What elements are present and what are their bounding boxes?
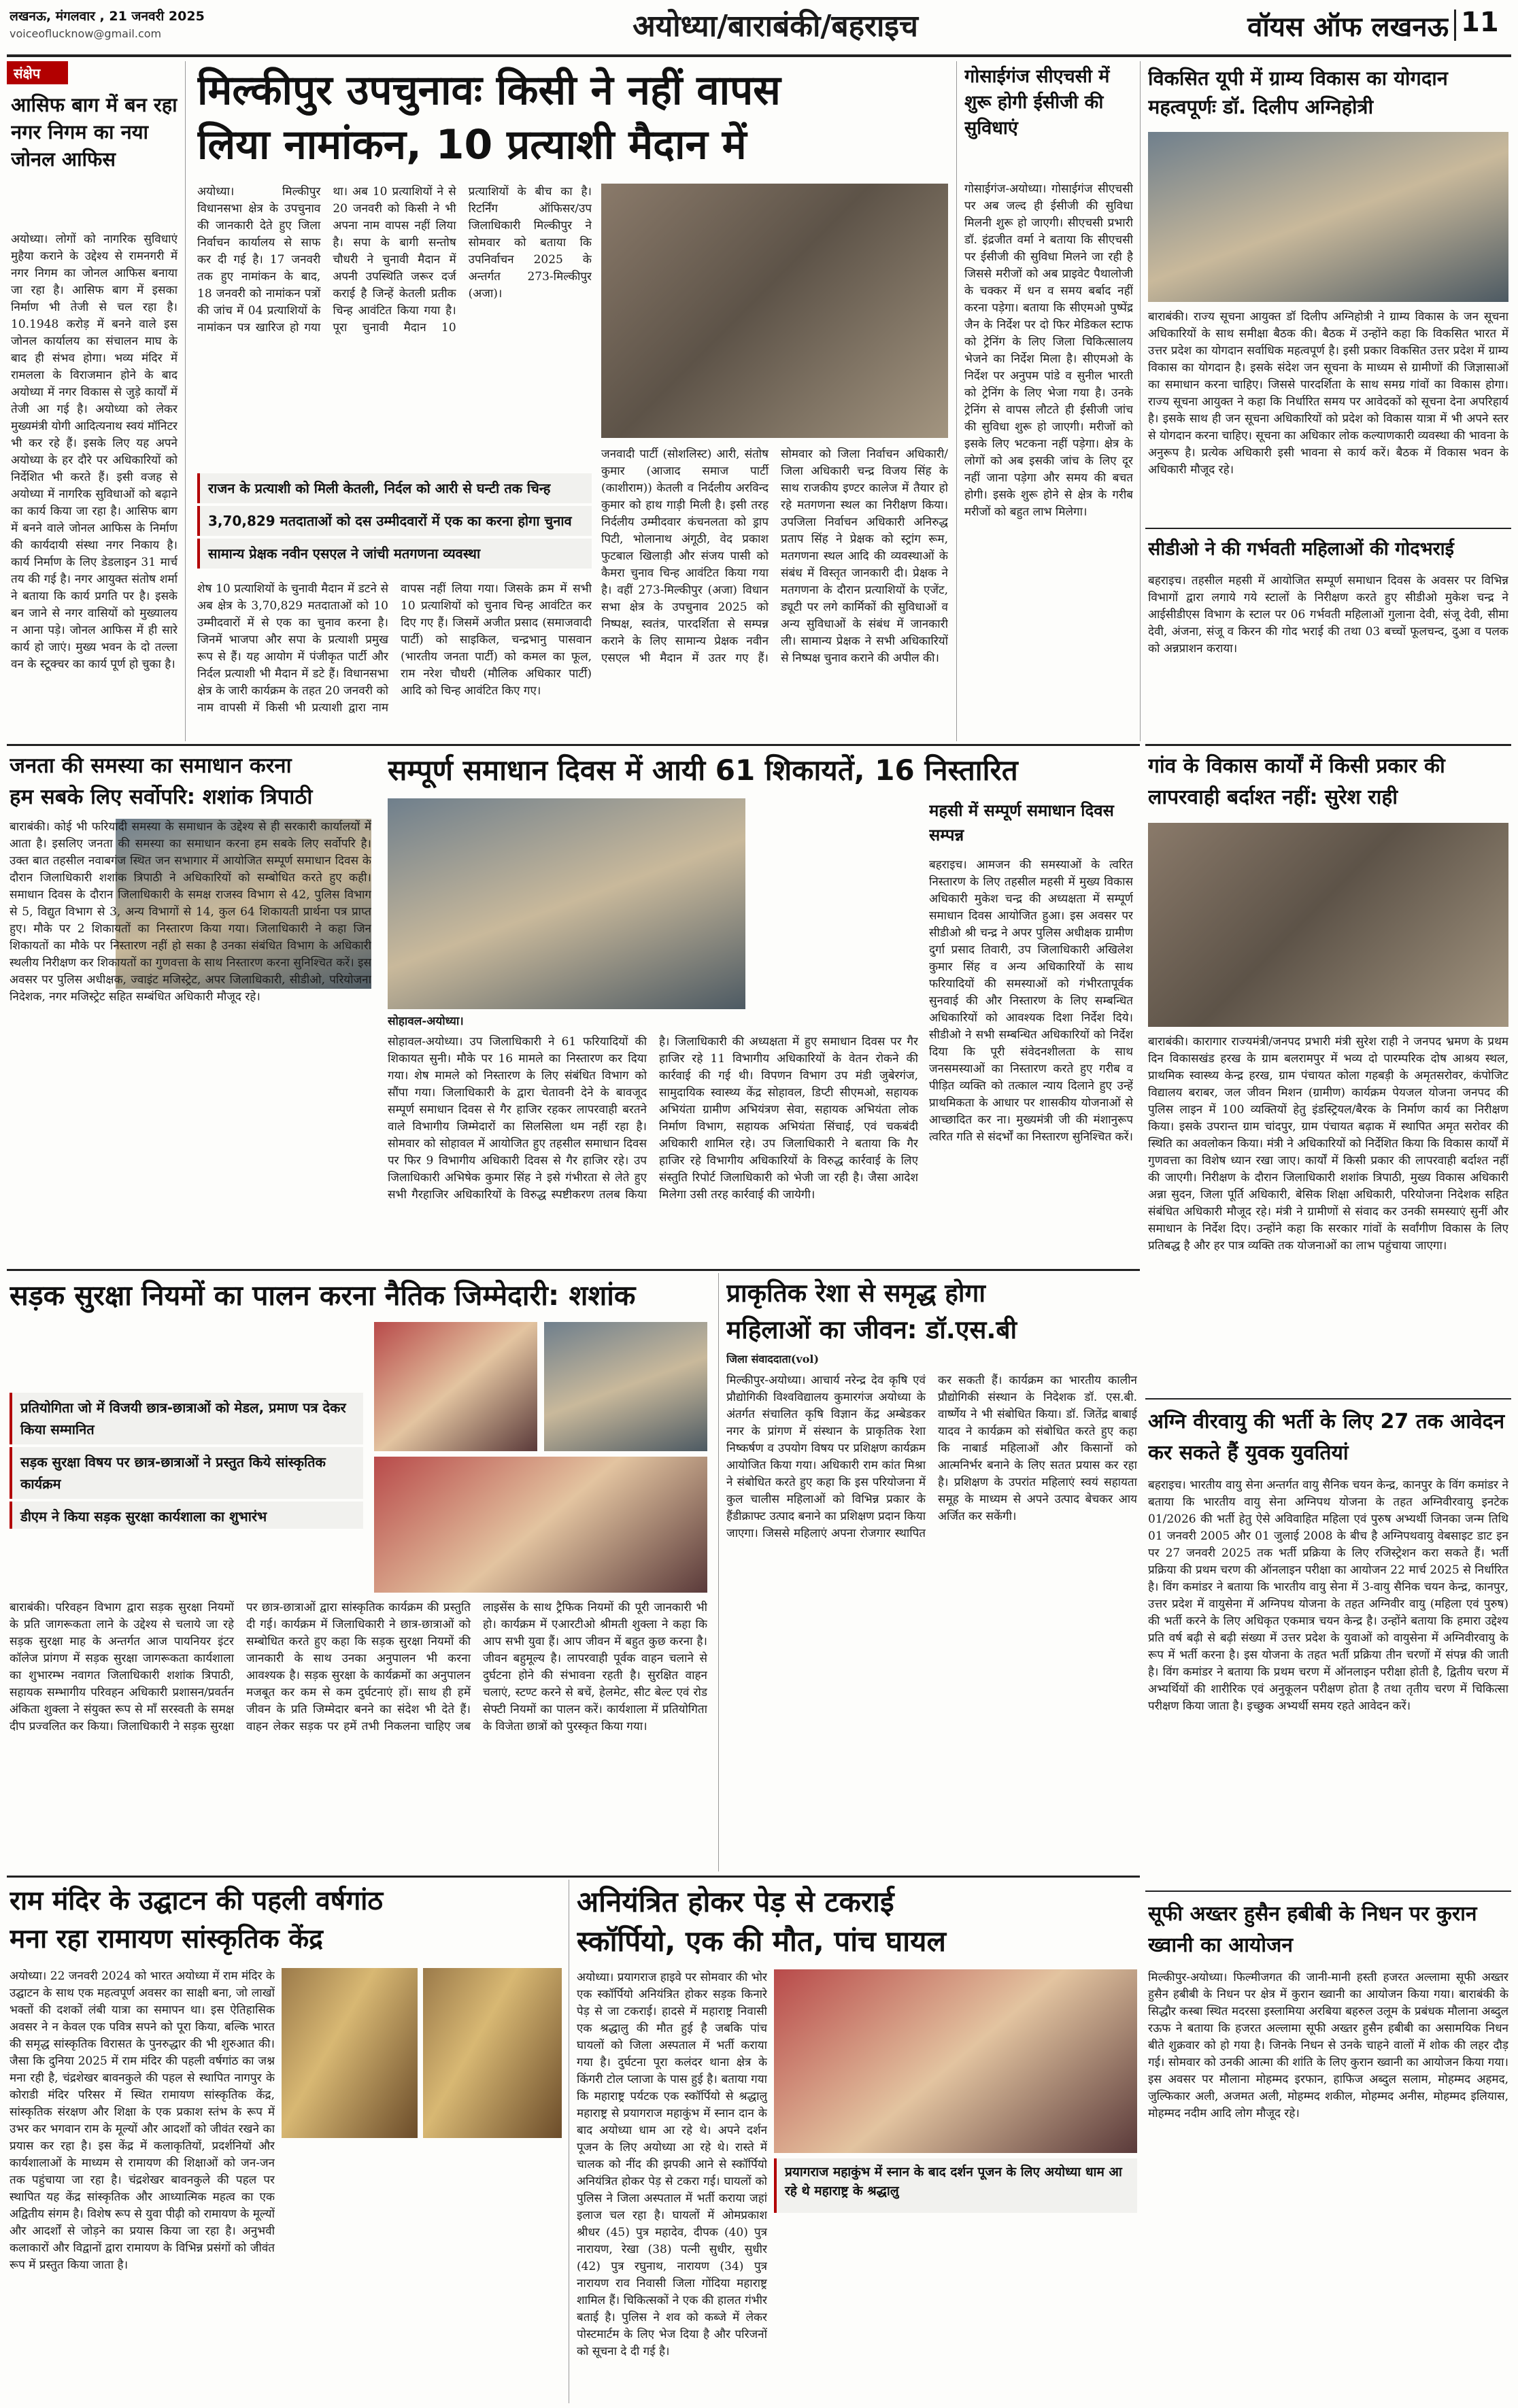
sadak-headline: सड़क सुरक्षा नियमों का पालन करना नैतिक जिम्मेदारी: शशांक xyxy=(10,1279,636,1312)
cdo-headline: सीडीओ ने की गर्भवती महिलाओं की गोदभराई xyxy=(1148,539,1454,560)
vikasit-body: बाराबंकी। राज्य सूचना आयुक्त डॉ दिलीप अग्निहोत्री ने ग्राम्य विकास के जन सूचना अधिकारियों के साथ समीक्षा बैठक की। बैठक में उन्होंने कहा कि विकसित भारत में उत्तर प्रदेश का योगदान सर्वाधिक महत्वपूर्ण है। इसी प्रकार विकसित उत्तर प्रदेश में ग्राम्य विकास का योगदान है। इसके संदेश जन सूचना के माध्यम से ग्रामीणों की जिज्ञासाओं का समाधान करना चाहिए। जिससे पारदर्शिता के साथ समग्र गांवों का विकास होगा। राज्य सूचना आयुक्त ने कहा कि निर्धारित समय पर आवेदकों को सूचना देना अपरिहार्य है। इसके साथ ही जन सूचना अधिकारियों को प्रदेश को विकास यात्रा में भी अपने स्तर से योगदान करना चाहिए। सूचना का अधिकार लोक कल्याणकारी व्यवस्था की भावना के अनुरूप है। प्रत्येक अधिकारी इसी भावना से कार्य करें। बैठक में विकास भवन के अधिकारी मौजूद रहे। xyxy=(1148,310,1508,477)
sufi-story xyxy=(1145,1896,1511,2403)
sampurna-photo-caption: सोहावल-अयोध्या। xyxy=(388,1015,464,1028)
gosaiganj-headline: गोसाईगंज सीएचसी में शुरू होगी ईसीजी की सुविधाएं xyxy=(964,66,1110,139)
sadak-bullet: प्रतियोगिता जो में विजयी छात्र-छात्राओं को मेडल, प्रमाण पत्र देकर किया सम्मानित xyxy=(10,1393,363,1444)
sadak-photo-1 xyxy=(374,1322,537,1451)
accident-headline-1: अनियंत्रित होकर पेड़ से टकराई xyxy=(577,1885,894,1918)
accident-body: अयोध्या। प्रयागराज हाइवे पर सोमवार की भोर एक स्कॉर्पियो अनियंत्रित होकर सड़क किनारे पेड़ से जा टकराई। हादसे में महाराष्ट्र निवासी एक श्रद्धालु की मौत हुई है जबकि पांच घायलों को जिला अस्पताल में भर्ती कराया गया है। दुर्घटना पूरा कलंदर थाना क्षेत्र के किंगरी टोल प्लाजा के पास हुई है। बताया गया कि महाराष्ट्र पर्यटक एक स्कॉर्पियो से श्रद्धालु महाराष्ट्र से प्रयागराज महाकुंभ में स्नान दान के बाद अयोध्या धाम आ रहे थे। अपने दर्शन पूजन के लिए अयोध्या आ रहे थे। रास्ते में चालक को नींद की झपकी आने से स्कॉर्पियो अनियंत्रित होकर पेड़ से टकरा गई। घायलों को पुलिस ने जिला अस्पताल में भर्ती कराया जहां इलाज चल रहा है। घायलों में ओमप्रकाश श्रीधर (45) पुत्र महादेव, दीपक (40) पुत्र नारायण, रेखा (38) पत्नी सुधीर, सुधीर (42) पुत्र रघुनाथ, नारायण (34) पुत्र नारायण राव निवासी जिला गोंदिया महाराष्ट्र शामिल हैं। चिकित्सकों ने एक की हालत गंभीर बताई है। पुलिस ने शव को कब्जे में लेकर पोस्टमार्टम के लिए भेज दिया है और परिजनों को सूचना दे दी गई है। xyxy=(577,1971,767,2358)
sampurna-story xyxy=(381,748,1140,1265)
ram-mandir-story xyxy=(7,1880,564,2403)
sadak-photo-2 xyxy=(544,1322,707,1451)
ram-mandir-headline-2: मना रहा रामायण सांस्कृतिक केंद्र xyxy=(10,1924,323,1954)
sampurna-photo xyxy=(388,798,745,1009)
janta-headline-1: जनता की समस्या का समाधान करना xyxy=(10,753,292,778)
sankshep-body: अयोध्या। लोगों को नागरिक सुविधाएं मुहैया कराने के उद्देश्य से रामनगरी में नगर निगम का जोनल आफिस बनाया जा रहा है। आसिफ बाग में इसका निर्माण भी तेजी से चल रहा है। 10.1948 करोड़ में बनने वाले इस जोनल कार्यालय का संचालन माघ के बाद ही संभव होगा। भव्य मंदिर में रामलला के विराजमान होने के बाद अयोध्या में नगर विकास से जुड़े कार्यों में तेजी आ गई है। अयोध्या को लेकर मुख्यमंत्री योगी आदित्यनाथ स्वयं मॉनिटर भी कर रहे हैं। इसके लिए यह अपने अयोध्या के हर दौरे पर अधिकारियों को निर्देशित भी करते हैं। इसी वजह से अयोध्या में नागरिक सुविधाओं को बढ़ाने का कार्य किया जा रहा है। आसिफ बाग में बनने वाले जोनल आफिस के निर्माण की कार्यदायी संस्था नगर निकाय है। कार्य निर्माण के लिए डेडलाइन 31 मार्च तय की गई है। नगर आयुक्त संतोष शर्मा ने बताया कि कार्य प्रगति पर है। इसके बन जाने से नगर वासियों को मुख्यालय न आना पड़े। जोनल आफिस में ही सारे कार्य हो जाएं। मुख्य भवन के दो तल्ला वन के स्टूक्चर का कार्य पूर्ण हो चुका है। xyxy=(11,233,178,671)
sankshep-label: संक्षेप xyxy=(7,61,68,84)
milkipur-story xyxy=(190,61,952,741)
mahsi-headline: महसी में सम्पूर्ण समाधान दिवस सम्पन्न xyxy=(929,801,1114,845)
mahsi-body: बहराइच। आमजन की समस्याओं के त्वरित निस्तारण के लिए तहसील महसी में मुख्य विकास अधिकारी मुकेश चन्द्र की अध्यक्षता में सम्पूर्ण समाधान दिवस आयोजित हुआ। इस अवसर पर सीडीओ श्री चन्द्र ने अपर पुलिस अधीक्षक ग्रामीण दुर्गा प्रसाद तिवारी, उप जिलाधिकारी अखिलेश कुमार सिंह व अन्य अधिकारियों के साथ फरियादियों की समस्याओं को गंभीरतापूर्वक सुनवाई की और निस्तारण के लिए सम्बन्धित अधिकारियों को आवश्यक दिशा निर्देश दिये। सीडीओ ने सभी सम्बन्धित अधिकारियों को निर्देश दिया कि पूरी संवेदनशीलता के साथ जनसमस्याओं का निस्तारण करते हुए गरीब व पीड़ित व्यक्ति को तत्काल न्याय दिलाने हुए उन्हें प्राथमिकता के आधार पर शासकीय योजनाओं से आच्छादित कर ना। मुख्यमंत्री जी की मंशानुरूप त्वरित गति से संदर्भों का निस्तारण सुनिश्चित करें। xyxy=(929,858,1133,1144)
janta-headline-2: हम सबके लिए सर्वोपरि: शशांक त्रिपाठी xyxy=(10,785,313,809)
col-divider xyxy=(1140,61,1141,741)
ram-mandir-photo-2 xyxy=(423,1968,562,2138)
sankshep-headline: आसिफ बाग में बन रहा नगर निगम का नया जोनल आफिस xyxy=(11,93,178,171)
reshe-story xyxy=(724,1273,1140,1871)
section-title: अयोध्या/बाराबंकी/बहराइच xyxy=(632,9,918,44)
milkipur-bullets xyxy=(197,473,592,574)
page-divider xyxy=(1454,10,1456,41)
sadak-photo-3 xyxy=(374,1457,707,1593)
reshe-body: मिल्कीपुर-अयोध्या। आचार्य नरेन्द्र देव कृषि एवं प्रौद्योगिकी विश्वविद्यालय कुमारगंज अयोध्या के अंतर्गत संचालित कृषि विज्ञान केंद्र अम्बेडकर नगर के प्रांगण में संस्थान के प्राकृतिक रेशा निष्कर्षण व उपयोग विषय पर प्रशिक्षण कार्यक्रम आयोजित किया गया। अधिकारी राम कांत मिश्रा ने संबोधित करते हुए कहा कि इस परियोजना में कुल चालीस महिलाओं को विभिन्न प्रकार के हैंडीक्राफ्ट उत्पाद बनाने का प्रशिक्षण प्रदान किया जाएगा। जिससे महिलाएं अपना रोजगार स्थापित कर सकती हैं। कार्यक्रम का भारतीय कालीन प्रौद्योगिकी संस्थान के निदेशक डॉ. एस.बी. वार्ष्णेय ने भी संबोधित किया। डॉ. जितेंद्र बाबाई यादव ने कार्यक्रम को संबोधित करते हुए कहा कि नाबार्ड महिलाओं और किसानों को आत्मनिर्भर बनाने के लिए सतत प्रयास कर रहा है। प्रशिक्षण के उपरांत महिलाएं स्वयं सहायता समूह के माध्यम से अपने उत्पाद बेचकर आय अर्जित कर सकेंगी। xyxy=(726,1374,1137,1540)
agniveer-headline: अग्नि वीरवायु की भर्ती के लिए 27 तक आवेदन कर सकते हैं युवक युवतियां xyxy=(1148,1410,1505,1465)
cdo-story xyxy=(1145,533,1511,737)
milkipur-bullet: राजन के प्रत्याशी को मिली केतली, निर्दल को आरी से घन्टी तक चिन्ह xyxy=(197,473,592,503)
sankshep-column xyxy=(7,61,180,741)
milkipur-body-top: अयोध्या। मिल्कीपुर विधानसभा क्षेत्र के उपचुनाव की जानकारी देते हुए जिला निर्वाचन कार्यालय से साफ कर दी गई है। 17 जनवरी तक हुए नामांकन के बाद, 18 जनवरी को नामांकन पत्रों की जांच में 04 प्रत्याशियों के नामांकन पत्र खारिज हो गया था। अब 10 प्रत्याशियों ने से 20 जनवरी को किसी ने भी अपना नाम वापस नहीं लिया है। सपा के बागी सन्तोष चौधरी ने चुनावी मैदान में अपनी उपस्थिति जरूर दर्ज कराई है जिन्हें केतली प्रतीक चिन्ह आवंटित किया गया है। पूरा चुनावी मैदान 10 प्रत्याशियों के बीच का है। रिटर्निंग ऑफिसर/उप जिलाधिकारी मिल्कीपुर ने सोमवार को बताया कि उपनिर्वाचन 2025 के अन्तर्गत 273-मिल्कीपुर (अजा)। xyxy=(197,185,592,335)
masthead xyxy=(0,0,1518,53)
sadak-story xyxy=(7,1273,714,1871)
milkipur-body-right: जनवादी पार्टी (सोशलिस्ट) आरी, संतोष कुमार (आजाद समाज पार्टी (काशीराम)) केतली व निर्दलीय अरविन्द कुमार को हाथ गाड़ी मिली है। इसी तरह निर्दलीय उम्मीदवार कंचनलता को ड्राप पिटी, भोलानाथ अंगूठी, वेद प्रकाश फुटबाल खिलाड़ी और संजय पासी को कैमरा चुनाव चिन्ह आवंटित किया गया है। वहीं 273-मिल्कीपुर (अजा) विधान सभा क्षेत्र के उपचुनाव 2025 को निष्पक्ष, स्वतंत्र, पारदर्शिता से सम्पन्न कराने के लिए सामान्य प्रेक्षक नवीन एसएल भी मैदान में उतर गए हैं। सोमवार को जिला निर्वाचन अधिकारी/जिला अधिकारी चन्द्र विजय सिंह के साथ राजकीय इण्टर कालेज में तैयार हो रहे मतगणना स्थल का निरीक्षण किया। उपजिला निर्वाचन अधिकारी अनिरुद्ध प्रताप सिंह ने प्रेक्षक को स्ट्रांग रूम, मतगणना स्थल आदि की व्यवस्थाओं के संबंध में विस्तृत जानकारी दी। प्रेक्षक ने मतगणना के दौरान प्रत्याशियों के एजेंट, ड्यूटी पर लगे कार्मिकों की सुविधाओं व अन्य सुविधाओं के संबंध में जानकारी ली। सामान्य प्रेक्षक ने सभी अधिकारियों से निष्पक्ष चुनाव कराने की अपील की। xyxy=(601,447,948,665)
gaon-body: बाराबंकी। कारागार राज्यमंत्री/जनपद प्रभारी मंत्री सुरेश राही ने जनपद भ्रमण के प्रथम दिन विकासखंड हरख के ग्राम बलरामपुर में भव्य दो पारम्परिक दोष आश्रय स्थल, प्राथमिक स्वास्थ्य केन्द्र हरख, ग्राम पंचायत कोला गहबड़ी के अमृतसरोवर, कंपोजिट विद्यालय बराबर, जल जीवन मिशन (ग्रामीण) कार्यक्रम पेयजल योजना जनपद की पुलिस लाइन में 100 व्यक्तियों हेतु इंडस्ट्रियल/बैरक के निर्माण कार्य का निरीक्षण किया। इसके उपरान्त ग्राम चांदपुर, ग्राम पंचायत बढ़ाक में स्थापित अमृत सरोवर की स्थिति का अवलोकन किया। मंत्री ने अधिकारियों को निर्देशित किया कि विकास कार्यों में गुणवत्ता का विशेष ध्यान रखा जाए। कार्यों में किसी प्रकार की लापरवाही बर्दाश्त नहीं की जाएगी। निरीक्षण के दौरान जिलाधिकारी शशांक त्रिपाठी, मुख्य विकास अधिकारी अन्ना सुदन, जिला पूर्ति अधिकारी, बेसिक शिक्षा अधिकारी, परियोजना निदेशक सहित संबंधित अधिकारी मौजूद रहे। मंत्री ने ग्रामीणों से संवाद कर उनकी समस्याएं सुनीं और समाधान के निर्देश दिए। उन्होंने कहा कि सरकार गांवों के सर्वांगीण विकास के लिए प्रतिबद्ध है और हर पात्र व्यक्ति तक योजनाओं का लाभ पहुंचाया जाएगा। xyxy=(1148,1035,1508,1253)
gosaiganj-story xyxy=(962,61,1136,741)
vikasit-story xyxy=(1145,61,1511,524)
janta-story xyxy=(7,748,374,1265)
section-rule xyxy=(7,1876,1140,1878)
reshe-byline: जिला संवाददाता(vol) xyxy=(726,1353,820,1366)
page-number: 11 xyxy=(1461,7,1499,38)
accident-story xyxy=(574,1880,1140,2403)
col-divider xyxy=(956,61,957,741)
milkipur-headline-1: मिल्कीपुर उपचुनावः किसी ने नहीं वापस xyxy=(197,67,781,114)
sufi-headline: सूफी अख्तर हुसैन हबीबी के निधन पर कुरान ख्वानी का आयोजन xyxy=(1148,1902,1477,1957)
vikasit-headline: विकसित यूपी में ग्राम्य विकास का योगदान महत्वपूर्णः डॉ. दिलीप अग्निहोत्री xyxy=(1148,67,1448,118)
section-rule xyxy=(1145,1398,1511,1400)
col-divider xyxy=(185,61,186,741)
section-rule xyxy=(7,744,1140,746)
gaon-photo xyxy=(1148,823,1508,1027)
section-rule xyxy=(7,1269,1140,1271)
sadak-body: बाराबंकी। परिवहन विभाग द्वारा सड़क सुरक्षा नियमों के प्रति जागरूकता लाने के उद्देश्य से चलाये जा रहे सड़क सुरक्षा माह के अन्तर्गत आज पायनियर इंटर कॉलेज प्रांगण में सड़क सुरक्षा जागरूकता कार्यशाला का शुभारम्भ नवागत जिलाधिकारी शशांक त्रिपाठी, सहायक सम्भागीय परिवहन अधिकारी प्रशासन/प्रवर्तन अंकिता शुक्ला ने संयुक्त रूप से माँ सरस्वती के समक्ष दीप प्रज्वलित कर किया। जिलाधिकारी ने सड़क सुरक्षा पर छात्र-छात्राओं द्वारा सांस्कृतिक कार्यक्रम की प्रस्तुति दी गई। कार्यक्रम में जिलाधिकारी ने छात्र-छात्राओं को सम्बोधित करते हुए कहा कि सड़क सुरक्षा नियमों की जानकारी के साथ उनका अनुपालन भी करना आवश्यक है। सड़क सुरक्षा के कार्यक्रमों का अनुपालन मजबूत कर कम से कम दुर्घटनाएं हों। साथ ही हमें जीवन के प्रति जिम्मेदार बनने का संदेश भी देते हैं। वाहन लेकर सड़क पर हमें तभी निकलना चाहिए जब लाइसेंस के साथ ट्रैफिक नियमों की पूरी जानकारी भी हो। कार्यक्रम में एआरटीओ श्रीमती शुक्ला ने कहा कि आप सभी युवा हैं। आप जीवन में बहुत कुछ करना है। जीवन बहुमूल्य है। लापरवाही पूर्वक वाहन चलाने से दुर्घटना होने की संभावना रहती है। सुरक्षित वाहन चलाएं, स्टण्ट करने से बचें, हेलमेट, सीट बेल्ट एवं रोड सेफ्टी नियमों का पालन करें। कार्यशाला में प्रतियोगिता के विजेता छात्रों को पुरस्कृत किया गया। xyxy=(10,1601,707,1733)
col-divider xyxy=(718,1273,719,1871)
section-rule xyxy=(1145,528,1511,529)
gaon-story xyxy=(1145,748,1511,1394)
sadak-bullets xyxy=(10,1393,363,1529)
milkipur-body-bottom: शेष 10 प्रत्याशियों के चुनावी मैदान में डटने से अब क्षेत्र के 3,70,829 मतदाताओं को 10 उम्मीदवारों में से एक का चुनाव करना है। जिनमें भाजपा और सपा के प्रत्याशी प्रमुख रूप से हैं। यह आयोग में पंजीकृत पार्टी और निर्दल प्रत्याशी भी मैदान में डटे हैं। विधानसभा क्षेत्र के जारी कार्यक्रम के तहत 20 जनवरी को नाम वापसी में किसी भी प्रत्याशी द्वारा नाम वापस नहीं लिया गया। जिसके क्रम में सभी 10 प्रत्याशियों को चुनाव चिन्ह आवंटित कर दिए गए हैं। जिसमें अजीत प्रसाद (समाजवादी पार्टी) को साइकिल, चन्द्रभानु पासवान (भारतीय जनता पार्टी) को कमल का फूल, राम नरेश चौधरी (मौलिक अधिकार पार्टी) आदि को चिन्ह आवंटित किए गए। xyxy=(197,582,592,715)
ram-mandir-body: अयोध्या। 22 जनवरी 2024 को भारत अयोध्या में राम मंदिर के उद्घाटन के साथ एक महत्वपूर्ण अवसर का साक्षी बना, जो लाखों भक्तों की दशकों लंबी यात्रा का समापन था। इस ऐतिहासिक अवसर ने न केवल एक पवित्र सपने को पूरा किया, बल्कि भारत की समृद्ध सांस्कृतिक विरासत के पुनरुद्धार की भी शुरुआत की। जैसा कि दुनिया 2025 में राम मंदिर की पहली वर्षगांठ का जश्न मना रही है, चंद्रशेखर बावनकुले की पहल से स्थापित नागपुर के कोराडी मंदिर परिसर में स्थित रामायण सांस्कृतिक केंद्र, सांस्कृतिक संरक्षण और शिक्षा के एक प्रकाश स्तंभ के रूप में उभर कर भगवान राम के मूल्यों और आदर्शों को जीवंत रखने का प्रयास कर रहा है। इस केंद्र में कलाकृतियों, प्रदर्शनियों और कार्यशालाओं के माध्यम से रामायण की शिक्षाओं को जन-जन तक पहुंचाया जा रहा है। चंद्रशेखर बावनकुले की पहल पर स्थापित यह केंद्र सांस्कृतिक और आध्यात्मिक महत्व का एक अद्वितीय संगम है। विशेष रूप से युवा पीढ़ी को रामायण के मूल्यों और आदर्शों से जोड़ने का प्रयास किया जा रहा है। अनुभवी कलाकारों और विद्वानों द्वारा रामायण के विभिन्न प्रसंगों को जीवंत रूप में प्रस्तुत किया जाता है। xyxy=(10,1969,275,2272)
milkipur-bullet: सामान्य प्रेक्षक नवीन एसएल ने जांची मतगणना व्यवस्था xyxy=(197,539,592,569)
reshe-headline-1: प्राकृतिक रेशा से समृद्ध होगा xyxy=(726,1278,985,1308)
sampurna-headline: सम्पूर्ण समाधान दिवस में आयी 61 शिकायतें, 16 निस्तारित xyxy=(388,753,1018,787)
accident-headline-2: स्कॉर्पियो, एक की मौत, पांच घायल xyxy=(577,1924,946,1958)
agniveer-story xyxy=(1145,1404,1511,1886)
milkipur-bullet: 3,70,829 मतदाताओं को दस उम्मीदवारों में एक का करना होगा चुनाव xyxy=(197,506,592,536)
section-rule xyxy=(1145,1890,1511,1892)
gaon-headline: गांव के विकास कार्यों में किसी प्रकार की लापरवाही बर्दाश्त नहीं: सुरेश राही xyxy=(1148,754,1445,809)
cdo-body: बहराइच। तहसील महसी में आयोजित सम्पूर्ण समाधान दिवस के अवसर पर विभिन्न विभागों द्वारा लगाये गये स्टालों के निरीक्षण करते हुए सीडीओ मुकेश चन्द्र ने आईसीडीएस विभाग के स्टाल पर 06 गर्भवती महिलाओं गुलाना देवी, संजू देवी, सीमा देवी, अंजना, संजू व किरन की गोद भराई की तथा 03 बच्चों फूलचन्द, दुआ व पलक को अन्नप्राशन कराया। xyxy=(1148,574,1508,656)
gosaiganj-body: गोसाईगंज-अयोध्या। गोसाईगंज सीएचसी पर अब जल्द ही ईसीजी की सुविधा मिलनी शुरू हो जाएगी। सीएचसी प्रभारी डॉ. इंद्रजीत वर्मा ने बताया कि सीएचसी पर ईसीजी की सुविधा मिलने जा रही है जिससे मरीजों को अब प्राइवेट पैथालोजी के चक्कर में धन व समय बर्बाद नहीं करना पड़ेगा। बताया कि सीएमओ पुष्पेंद्र जैन के निर्देश पर दो फिर मेडिकल स्टाफ को ट्रेनिंग के लिए जिला चिकित्सालय भेजने का निर्देश मिला है। सीएमओ के निर्देश पर अनुपम पांडे व सुनील भारती को ट्रेनिंग के लिए भेजा गया है। उनके ट्रेनिंग से वापस लौटते ही ईसीजी जांच की सुविधा शुरू हो जाएगी। मरीजों को इसके लिए भटकना नहीं पड़ेगा। क्षेत्र के लोगों को अब इसकी जांच के लिए दूर नहीं जाना पड़ेगा और समय की बचत होगी। इसके शुरू होने से क्षेत्र के गरीब मरीजों को बहुत लाभ मिलेगा। xyxy=(964,182,1133,519)
accident-photo xyxy=(774,1969,1137,2153)
paper-name: वॉयस ऑफ लखनऊ xyxy=(1247,12,1449,43)
vikasit-photo xyxy=(1148,132,1508,302)
ram-mandir-photo-1 xyxy=(282,1968,418,2138)
milkipur-photo xyxy=(601,184,948,438)
janta-body: बाराबंकी। कोई भी फरियादी समस्या के समाधान के उद्देश्य से ही सरकारी कार्यालयों में आता है। इसलिए जनता की समस्या का समाधान करना हम सबके लिए सर्वोपरि है। उक्त बात तहसील नवाबगंज स्थित जन सभागार में आयोजित सम्पूर्ण समाधान दिवस के दौरान जिलाधिकारी शशांक त्रिपाठी ने अधिकारियों को सम्बोधित करते हुए कही। समाधान दिवस के दौरान जिलाधिकारी के समक्ष राजस्व विभाग से 42, पुलिस विभाग से 5, विद्युत विभाग से 3, अन्य विभागों से 14, कुल 64 शिकायती प्रार्थना पत्र प्राप्त हुए। मौके पर 2 शिकायतों का निस्तारण किया गया। जिलाधिकारी ने कहा जिन शिकायतों का मौके पर निस्तारण नहीं हो सका है उनका संबंधित विभाग के अधिकारी स्थलीय निरीक्षण कर शिकायतों का गुणवत्ता के साथ निस्तारण करना सुनिश्चित करें। इस अवसर पर पुलिस अधीक्षक, ज्वाइंट मजिस्ट्रेट, अपर जिलाधिकारी, सीडीओ, परियोजना निदेशक, नगर मजिस्ट्रेट सहित सम्बंधित अधिकारी मौजूद रहे। xyxy=(10,820,371,1004)
reshe-headline-2: महिलाओं का जीवन: डॉ.एस.बी xyxy=(726,1315,1017,1344)
agniveer-body: बहराइच। भारतीय वायु सेना अन्तर्गत वायु सैनिक चयन केन्द्र, कानपुर के विंग कमांडर ने बताया कि भारतीय वायु सेना अग्निपथ योजना के तहत अग्निवीरवायु इनटेक 01/2026 की भर्ती हेतु ऐसे अविवाहित महिला एवं पुरुष अभ्यर्थी जिनका जन्म तिथि 01 जनवरी 2005 और 01 जुलाई 2008 के बीच है अग्निपथवायु वेबसाइट डाट इन पर 27 जनवरी 2025 तक भर्ती प्रक्रिया के लिए रजिस्ट्रेशन करा सकते हैं। भर्ती प्रक्रिया की प्रथम चरण की ऑनलाइन परीक्षा का आयोजन 22 मार्च 2025 से निर्धारित है। विंग कमांडर ने बताया कि भारतीय वायु सेना में 3-वायु सैनिक चयन केन्द्र, कानपुर, उत्तर प्रदेश में वायुसेना में अग्निपथ योजना के तहत अग्निवीर वायु (महिला एवं पुरुष) की भर्ती करने के लिए अधिकृत एकमात्र चयन केन्द्र है। उन्होंने बताया कि हमारा उद्देश्य प्रति वर्ष बढ़ी से बढ़ी संख्या में उत्तर प्रदेश के युवाओं को वायुसेना में अग्निवीरवायु के रूप में भर्ती करना है। इस योजना के तहत भर्ती प्रक्रिया तीन चरणों में संपन्न की जाती है। विंग कमांडर ने बताया कि प्रथम चरण में ऑनलाइन परीक्षा होती है, द्वितीय चरण में अभ्यर्थियों की शारीरिक एवं अनुकूलन परीक्षण होता है तथा तृतीय चरण में चिकित्सा परीक्षण किया जाता है। इच्छुक अभ्यर्थी समय रहते आवेदन करें। xyxy=(1148,1478,1508,1713)
sadak-bullet: सड़क सुरक्षा विषय पर छात्र-छात्राओं ने प्रस्तुत किये सांस्कृतिक कार्यक्रम xyxy=(10,1447,363,1499)
masthead-email: voiceoflucknow@gmail.com xyxy=(10,27,162,40)
accident-highlight: प्रयागराज महाकुंभ में स्नान के बाद दर्शन पूजन के लिए अयोध्या धाम आ रहे थे महाराष्ट्र के श्रद्धालु xyxy=(774,2158,1137,2213)
sadak-bullet: डीएम ने किया सड़क सुरक्षा कार्यशाला का शुभारंभ xyxy=(10,1502,363,1529)
sampurna-body: सोहावल-अयोध्या। उप जिलाधिकारी ने 61 फरियादियों की शिकायत सुनी। मौके पर 16 मामले का निस्तारण कर दिया गया। शेष मामले को निस्तारण के लिए संबंधित विभाग को सौंपा गया। जिलाधिकारी के द्वारा चेतावनी देने के बावजूद सम्पूर्ण समाधान दिवस से गैर हाजिर रहकर लापरवाही बरतने वाले विभागीय जिम्मेदारों का सिलसिला थम नहीं रहा है। सोमवार को सोहावल में आयोजित हुए तहसील समाधान दिवस पर फिर 9 विभागीय अधिकारी दिवस से गैर हाजिर रहे। उप जिलाधिकारी अभिषेक कुमार सिंह ने इसे गंभीरता से लेते हुए सभी गैरहाजिर अधिकारियों के विरुद्ध स्पष्टीकरण तलब किया है। जिलाधिकारी की अध्यक्षता में हुए समाधान दिवस पर गैर हाजिर रहे 11 विभागीय अधिकारियों के वेतन रोकने की कार्रवाई की गई थी। विपणन विभाग उप मंडी जुबेरगंज, सामुदायिक स्वास्थ्य केंद्र सोहावल, डिप्टी सीएमओ, सहायक अभियंता ग्रामीण अभियंत्रण सेवा, सहायक अभियंता लोक निर्माण विभाग, सहायक अभियंता सिंचाई, एवं चकबंदी अधिकारी शामिल रहे। उप जिलाधिकारी ने बताया कि गैर हाजिर रहे विभागीय अधिकारियों के विरुद्ध कार्रवाई के लिए संस्तुति रिपोर्ट जिलाधिकारी को भेजी जा रही है। जैसा आदेश मिलेगा उसी तरह कार्रवाई की जायेगी। xyxy=(388,1035,918,1202)
masthead-date: लखनऊ, मंगलवार , 21 जनवरी 2025 xyxy=(10,9,205,24)
milkipur-headline-2: लिया नामांकन, 10 प्रत्याशी मैदान में xyxy=(197,121,747,169)
masthead-rule xyxy=(7,54,1511,57)
section-rule xyxy=(1145,744,1511,746)
ram-mandir-headline-1: राम मंदिर के उद्घाटन की पहली वर्षगांठ xyxy=(10,1886,384,1916)
sufi-body: मिल्कीपुर-अयोध्या। फिल्मीजगत की जानी-मानी हस्ती हजरत अल्लामा सूफी अख्तर हुसैन हबीबी के निधन पर क्षेत्र में कुरान ख्वानी का आयोजन किया गया। बाराबंकी के सिद्धौर कस्बा स्थित मदरसा इस्लामिया अरबिया बहरुल उलूम के प्रबंधक मौलाना अब्दुल रऊफ ने बताया कि हजरत अल्लामा सूफी अख्तर हुसैन हबीबी का असामयिक निधन बीते शुक्रवार को हो गया है। जिनके निधन से उनके चाहने वालों में शोक की लहर दौड़ गई। सोमवार को उनकी आत्मा की शांति के लिए कुरान ख्वानी का आयोजन किया गया। इस अवसर पर मौलाना मोहम्मद इरफान, हाफिज अब्दुल सलाम, मोहम्मद अहमद, जुल्फिकार अली, अजमत अली, मोहम्मद शकील, मोहम्मद अनीस, मोहम्मद इलियास, मोहम्मद नदीम आदि लोग मौजूद रहे। xyxy=(1148,1971,1508,2120)
